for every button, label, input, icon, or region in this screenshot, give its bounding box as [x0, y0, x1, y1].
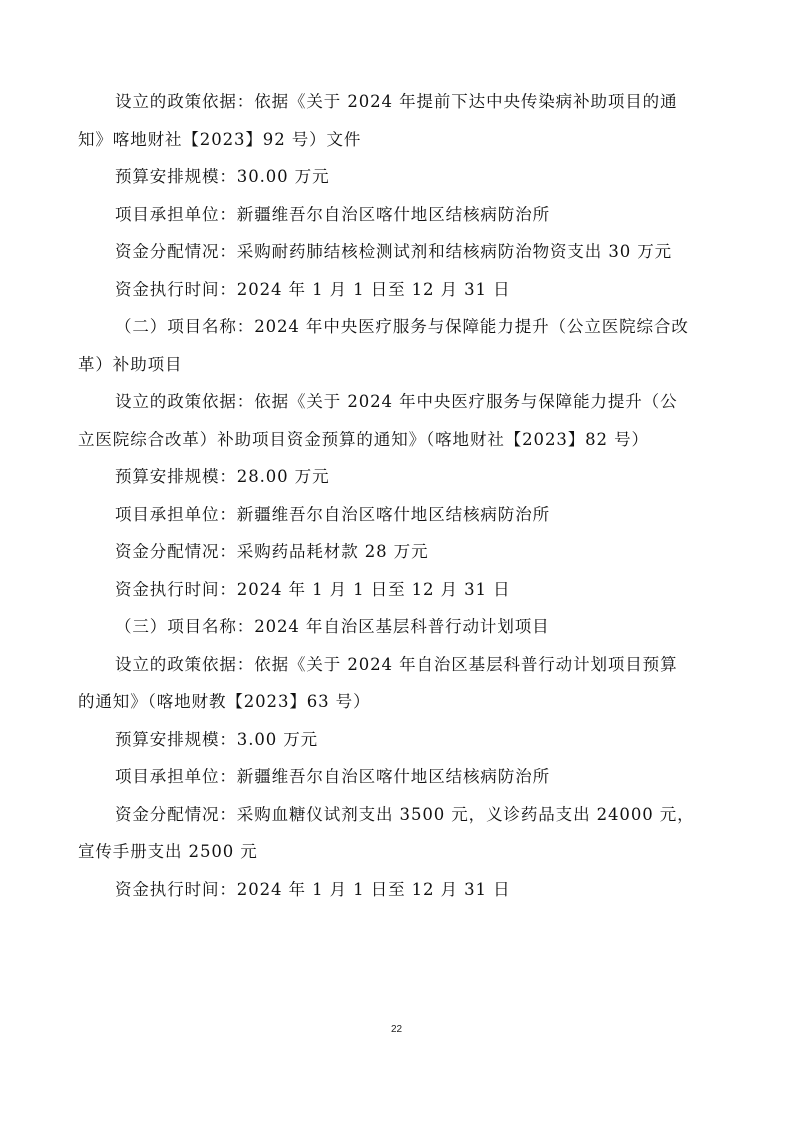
paragraph-line: 资金分配情况：采购药品耗材款 28 万元 — [115, 542, 429, 561]
paragraph-line: 项目承担单位：新疆维吾尔自治区喀什地区结核病防治所 — [115, 504, 550, 524]
section-heading: （二）项目名称：2024 年中央医疗服务与保障能力提升（公立医院综合改 — [115, 317, 689, 336]
paragraph-line: 宣传手册支出 2500 元 — [78, 842, 258, 861]
paragraph-line: 项目承担单位：新疆维吾尔自治区喀什地区结核病防治所 — [115, 767, 550, 786]
section-heading: （三）项目名称：2024 年自治区基层科普行动计划项目 — [115, 617, 550, 636]
paragraph-line: 设立的政策依据：依据《关于 2024 年提前下达中央传染病补助项目的通 — [115, 92, 678, 111]
section-heading: 革）补助项目 — [78, 354, 183, 374]
paragraph-line: 项目承担单位：新疆维吾尔自治区喀什地区结核病防治所 — [115, 204, 550, 224]
paragraph-line: 资金执行时间：2024 年 1 月 1 日至 12 月 31 日 — [115, 879, 511, 899]
paragraph-line: 知》喀地财社【2023】92 号）文件 — [78, 129, 362, 149]
paragraph-line: 预算安排规模：30.00 万元 — [115, 167, 330, 186]
paragraph-line: 预算安排规模：28.00 万元 — [115, 467, 330, 486]
paragraph-line: 设立的政策依据：依据《关于 2024 年中央医疗服务与保障能力提升（公 — [115, 392, 678, 411]
document-body — [78, 83, 708, 908]
paragraph-line: 预算安排规模：3.00 万元 — [115, 729, 319, 749]
paragraph-line: 资金分配情况：采购血糖仪试剂支出 3500 元，义诊药品支出 24000 元， — [115, 804, 695, 824]
page-number: 22 — [390, 1024, 403, 1035]
paragraph-line: 资金执行时间：2024 年 1 月 1 日至 12 月 31 日 — [115, 579, 511, 599]
paragraph-line: 设立的政策依据：依据《关于 2024 年自治区基层科普行动计划项目预算 — [115, 654, 678, 674]
paragraph-line: 资金分配情况：采购耐药肺结核检测试剂和结核病防治物资支出 30 万元 — [115, 242, 673, 261]
paragraph-line: 的通知》（喀地财教【2023】63 号） — [78, 692, 371, 711]
paragraph-line: 立医院综合改革）补助项目资金预算的通知》（喀地财社【2023】82 号） — [78, 429, 649, 449]
paragraph-line: 资金执行时间：2024 年 1 月 1 日至 12 月 31 日 — [115, 279, 511, 299]
